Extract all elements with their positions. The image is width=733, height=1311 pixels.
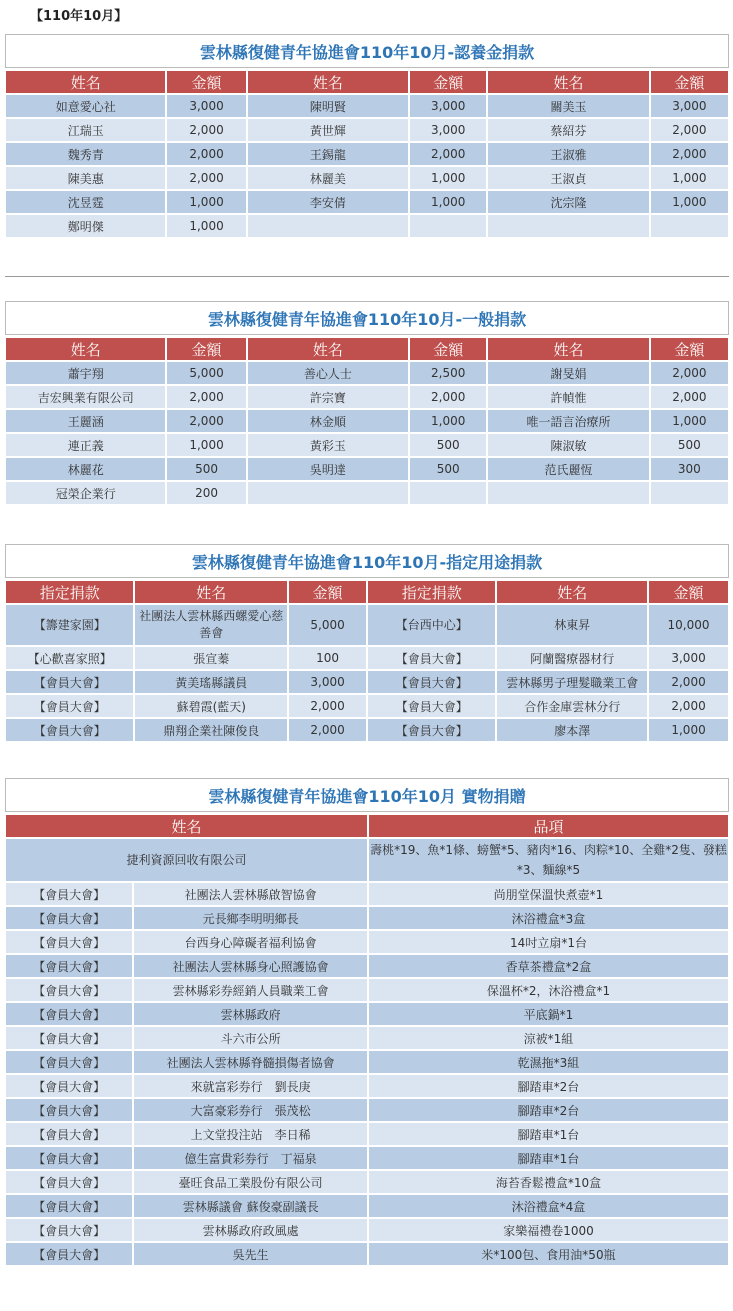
table-cell: 唯一語言治療所 <box>488 410 648 432</box>
table-cell: 王麗涵 <box>6 410 165 432</box>
table-cell: 【會員大會】 <box>6 907 132 929</box>
table-row <box>6 1147 728 1169</box>
table-row <box>6 1099 728 1121</box>
table-cell <box>248 482 408 504</box>
table-cell: 許宗寶 <box>248 386 408 408</box>
table-cell: 3,000 <box>167 95 245 117</box>
table-cell: 【會員大會】 <box>6 1027 132 1049</box>
table-row <box>6 839 728 881</box>
table-cell: 上文堂投注站 李日稀 <box>134 1123 367 1145</box>
table-cell: 連正義 <box>6 434 165 456</box>
table-cell: 2,000 <box>410 386 486 408</box>
table-cell: 斗六市公所 <box>134 1027 367 1049</box>
table-cell: 臺旺食品工業股份有限公司 <box>134 1171 367 1193</box>
table-cell: 1,000 <box>167 215 245 237</box>
table-cell: 2,000 <box>167 119 245 141</box>
table-cell: 2,000 <box>167 143 245 165</box>
table-cell: 2,000 <box>167 167 245 189</box>
table-row <box>6 143 728 165</box>
table-row <box>6 695 728 717</box>
table-cell: 沈宗隆 <box>488 191 648 213</box>
table-cell: 【會員大會】 <box>6 1147 132 1169</box>
table-row <box>6 410 728 432</box>
table-cell: 腳踏車*2台 <box>369 1075 728 1097</box>
table-cell: 5,000 <box>289 605 366 645</box>
table-cell: 合作金庫雲林分行 <box>497 695 647 717</box>
column-header: 姓名 <box>248 71 408 93</box>
table-row <box>6 1075 728 1097</box>
table-cell: 【會員大會】 <box>6 931 132 953</box>
table-header-row <box>6 581 728 603</box>
table-row <box>6 883 728 905</box>
table-cell: 林麗花 <box>6 458 165 480</box>
table-cell: 關美玉 <box>488 95 648 117</box>
table-cell: 香草茶禮盒*2盒 <box>369 955 728 977</box>
table-cell: 5,000 <box>167 362 245 384</box>
section-divider <box>5 276 729 277</box>
table-cell: 捷利資源回收有限公司 <box>6 839 367 881</box>
table-cell: 社團法人雲林縣西螺愛心慈善會 <box>135 605 287 645</box>
table-cell: 2,000 <box>410 143 486 165</box>
table-cell: 500 <box>651 434 728 456</box>
table-header-row <box>6 71 728 93</box>
table-cell: 陳美惠 <box>6 167 165 189</box>
table-cell: 鄭明傑 <box>6 215 165 237</box>
table-cell: 台西身心障礙者福利協會 <box>134 931 367 953</box>
column-header: 金額 <box>410 338 486 360</box>
table-cell: 2,000 <box>649 695 728 717</box>
table-cell: 王淑貞 <box>488 167 648 189</box>
table-cell: 300 <box>651 458 728 480</box>
table-cell: 【會員大會】 <box>368 647 495 669</box>
table-cell: 1,000 <box>651 191 728 213</box>
table-cell: 腳踏車*1台 <box>369 1123 728 1145</box>
table-cell: 來就富彩券行 劉長庚 <box>134 1075 367 1097</box>
table-row <box>6 719 728 741</box>
column-header: 品項 <box>369 815 728 837</box>
table-cell: 【會員大會】 <box>6 955 132 977</box>
table-cell: 元長鄉李明明鄉長 <box>134 907 367 929</box>
section-in-kind-donations <box>5 778 729 1267</box>
column-header: 金額 <box>410 71 486 93</box>
table-cell: 3,000 <box>410 119 486 141</box>
table-cell: 壽桃*19、魚*1條、螃蟹*5、豬肉*16、肉粽*10、全雞*2隻、發糕*3、麵線*5 <box>369 839 728 881</box>
column-header: 姓名 <box>488 71 648 93</box>
table-cell: 沈昱霆 <box>6 191 165 213</box>
table-row <box>6 1027 728 1049</box>
table-cell <box>488 215 648 237</box>
column-header: 指定捐款 <box>6 581 133 603</box>
table-cell: 吉宏興業有限公司 <box>6 386 165 408</box>
table-cell: 平底鍋*1 <box>369 1003 728 1025</box>
table-cell: 腳踏車*2台 <box>369 1099 728 1121</box>
donation-table <box>4 813 730 1267</box>
table-cell: 社團法人雲林縣啟智協會 <box>134 883 367 905</box>
table-cell: 【會員大會】 <box>6 1003 132 1025</box>
table-cell: 王錫龍 <box>248 143 408 165</box>
table-cell: 500 <box>167 458 245 480</box>
table-cell: 【會員大會】 <box>6 979 132 1001</box>
donation-table <box>4 336 730 506</box>
table-cell: 鼎翔企業社陳俊良 <box>135 719 287 741</box>
table-cell: 3,000 <box>651 95 728 117</box>
table-header-row <box>6 815 728 837</box>
table-cell: 江瑞玉 <box>6 119 165 141</box>
table-cell: 【會員大會】 <box>6 1051 132 1073</box>
table-cell: 張宣蓁 <box>135 647 287 669</box>
column-header: 金額 <box>651 338 728 360</box>
column-header: 姓名 <box>6 338 165 360</box>
table-row <box>6 167 728 189</box>
table-cell: 尚朋堂保溫快煮壺*1 <box>369 883 728 905</box>
table-cell: 100 <box>289 647 366 669</box>
table-cell: 500 <box>410 434 486 456</box>
table-cell: 陳淑敏 <box>488 434 648 456</box>
table-cell: 雲林縣政府政風處 <box>134 1219 367 1241</box>
column-header: 姓名 <box>6 71 165 93</box>
table-cell: 冠榮企業行 <box>6 482 165 504</box>
table-row <box>6 979 728 1001</box>
table-cell: 【會員大會】 <box>6 719 133 741</box>
table-cell: 1,000 <box>167 434 245 456</box>
table-cell: 500 <box>410 458 486 480</box>
table-cell: 吳明達 <box>248 458 408 480</box>
section-title: 雲林縣復健青年協進會110年10月 實物捐贈 <box>5 778 729 812</box>
table-row <box>6 955 728 977</box>
section-designated-donations <box>5 544 729 743</box>
table-cell: 沐浴禮盒*3盒 <box>369 907 728 929</box>
table-cell: 【籌建家園】 <box>6 605 133 645</box>
table-cell: 雲林縣政府 <box>134 1003 367 1025</box>
donation-table <box>4 69 730 239</box>
table-cell: 黃美瑤縣議員 <box>135 671 287 693</box>
column-header: 指定捐款 <box>368 581 495 603</box>
table-cell: 王淑雅 <box>488 143 648 165</box>
table-cell: 2,000 <box>651 143 728 165</box>
table-row <box>6 671 728 693</box>
table-row <box>6 605 728 645</box>
table-cell: 魏秀青 <box>6 143 165 165</box>
table-cell: 謝旻娟 <box>488 362 648 384</box>
table-cell: 善心人士 <box>248 362 408 384</box>
table-cell: 社團法人雲林縣身心照護協會 <box>134 955 367 977</box>
table-cell: 【會員大會】 <box>6 1195 132 1217</box>
table-cell: 【會員大會】 <box>6 1075 132 1097</box>
table-cell: 2,000 <box>289 719 366 741</box>
table-row <box>6 931 728 953</box>
table-cell: 陳明賢 <box>248 95 408 117</box>
table-cell: 3,000 <box>289 671 366 693</box>
table-cell: 腳踏車*1台 <box>369 1147 728 1169</box>
column-header: 姓名 <box>135 581 287 603</box>
table-cell: 許幀惟 <box>488 386 648 408</box>
table-cell: 1,000 <box>167 191 245 213</box>
table-row <box>6 1051 728 1073</box>
table-row <box>6 1219 728 1241</box>
donation-table <box>4 579 730 743</box>
table-cell <box>248 215 408 237</box>
table-cell: 蔡紹芬 <box>488 119 648 141</box>
column-header: 金額 <box>651 71 728 93</box>
table-cell: 【會員大會】 <box>6 1171 132 1193</box>
table-cell: 3,000 <box>649 647 728 669</box>
table-cell: 10,000 <box>649 605 728 645</box>
table-cell <box>410 482 486 504</box>
section-title: 雲林縣復健青年協進會110年10月-指定用途捐款 <box>5 544 729 578</box>
table-row <box>6 482 728 504</box>
table-cell: 【會員大會】 <box>6 883 132 905</box>
table-cell: 2,000 <box>651 386 728 408</box>
table-row <box>6 362 728 384</box>
table-cell: 家樂福禮卷1000 <box>369 1219 728 1241</box>
table-row <box>6 1123 728 1145</box>
table-cell: 社團法人雲林縣脊髓損傷者協會 <box>134 1051 367 1073</box>
table-cell: 2,500 <box>410 362 486 384</box>
table-cell: 林麗美 <box>248 167 408 189</box>
table-cell: 黃世輝 <box>248 119 408 141</box>
section-general-donations <box>5 301 729 506</box>
section-title: 雲林縣復健青年協進會110年10月-一般捐款 <box>5 301 729 335</box>
table-cell: 大富豪彩券行 張茂松 <box>134 1099 367 1121</box>
table-cell: 吳先生 <box>134 1243 367 1265</box>
table-cell: 蕭宇翔 <box>6 362 165 384</box>
table-cell: 1,000 <box>649 719 728 741</box>
table-cell: 1,000 <box>410 167 486 189</box>
table-header-row <box>6 338 728 360</box>
table-cell: 雲林縣議會 蘇俊豪副議長 <box>134 1195 367 1217</box>
period-label: 【110年10月】 <box>30 9 128 24</box>
table-cell <box>651 482 728 504</box>
table-cell: 3,000 <box>410 95 486 117</box>
table-cell: 【台西中心】 <box>368 605 495 645</box>
table-row <box>6 215 728 237</box>
table-row <box>6 1195 728 1217</box>
table-cell: 2,000 <box>649 671 728 693</box>
table-cell: 如意愛心社 <box>6 95 165 117</box>
column-header: 金額 <box>167 71 245 93</box>
table-row <box>6 1003 728 1025</box>
table-row <box>6 119 728 141</box>
table-cell: 【會員大會】 <box>6 1099 132 1121</box>
table-cell: 廖本澤 <box>497 719 647 741</box>
table-cell: 【會員大會】 <box>368 695 495 717</box>
table-cell: 涼被*1組 <box>369 1027 728 1049</box>
table-cell: 2,000 <box>289 695 366 717</box>
table-cell: 200 <box>167 482 245 504</box>
table-cell: 乾濕拖*3組 <box>369 1051 728 1073</box>
table-cell: 黃彩玉 <box>248 434 408 456</box>
table-cell: 2,000 <box>651 362 728 384</box>
section-adoption-donations <box>5 34 729 239</box>
table-row <box>6 386 728 408</box>
column-header: 姓名 <box>497 581 647 603</box>
table-row <box>6 95 728 117</box>
table-cell: 【會員大會】 <box>368 719 495 741</box>
table-row <box>6 1243 728 1265</box>
table-cell: 1,000 <box>651 410 728 432</box>
table-cell: 【會員大會】 <box>6 1123 132 1145</box>
section-title: 雲林縣復健青年協進會110年10月-認養金捐款 <box>5 34 729 68</box>
table-row <box>6 647 728 669</box>
column-header: 姓名 <box>488 338 648 360</box>
table-cell: 2,000 <box>167 386 245 408</box>
table-cell <box>651 215 728 237</box>
table-cell: 海苔香鬆禮盒*10盒 <box>369 1171 728 1193</box>
table-cell <box>488 482 648 504</box>
table-cell: 1,000 <box>410 191 486 213</box>
table-cell: 米*100包、食用油*50瓶 <box>369 1243 728 1265</box>
table-cell: 【會員大會】 <box>6 1243 132 1265</box>
table-cell: 阿蘭醫療器材行 <box>497 647 647 669</box>
table-cell: 2,000 <box>167 410 245 432</box>
table-cell <box>410 215 486 237</box>
table-cell: 14吋立扇*1台 <box>369 931 728 953</box>
column-header: 金額 <box>649 581 728 603</box>
table-cell: 蘇碧霞(藍天) <box>135 695 287 717</box>
table-cell: 【會員大會】 <box>6 695 133 717</box>
table-cell: 保溫杯*2，沐浴禮盒*1 <box>369 979 728 1001</box>
column-header: 金額 <box>167 338 245 360</box>
table-cell: 1,000 <box>410 410 486 432</box>
table-cell: 雲林縣彩券經銷人員職業工會 <box>134 979 367 1001</box>
column-header: 金額 <box>289 581 366 603</box>
table-row <box>6 1171 728 1193</box>
table-cell: 億生富貴彩券行 丁福泉 <box>134 1147 367 1169</box>
table-cell: 李安倩 <box>248 191 408 213</box>
table-cell: 雲林縣男子理髮職業工會 <box>497 671 647 693</box>
table-row <box>6 191 728 213</box>
table-cell: 沐浴禮盒*4盒 <box>369 1195 728 1217</box>
table-cell: 【會員大會】 <box>6 671 133 693</box>
table-cell: 1,000 <box>651 167 728 189</box>
column-header: 姓名 <box>6 815 367 837</box>
table-cell: 2,000 <box>651 119 728 141</box>
table-cell: 【心歡喜家照】 <box>6 647 133 669</box>
table-cell: 范氏麗恆 <box>488 458 648 480</box>
table-row <box>6 458 728 480</box>
table-cell: 林東昇 <box>497 605 647 645</box>
table-cell: 林金順 <box>248 410 408 432</box>
table-row <box>6 434 728 456</box>
column-header: 姓名 <box>248 338 408 360</box>
table-cell: 【會員大會】 <box>368 671 495 693</box>
table-row <box>6 907 728 929</box>
table-cell: 【會員大會】 <box>6 1219 132 1241</box>
